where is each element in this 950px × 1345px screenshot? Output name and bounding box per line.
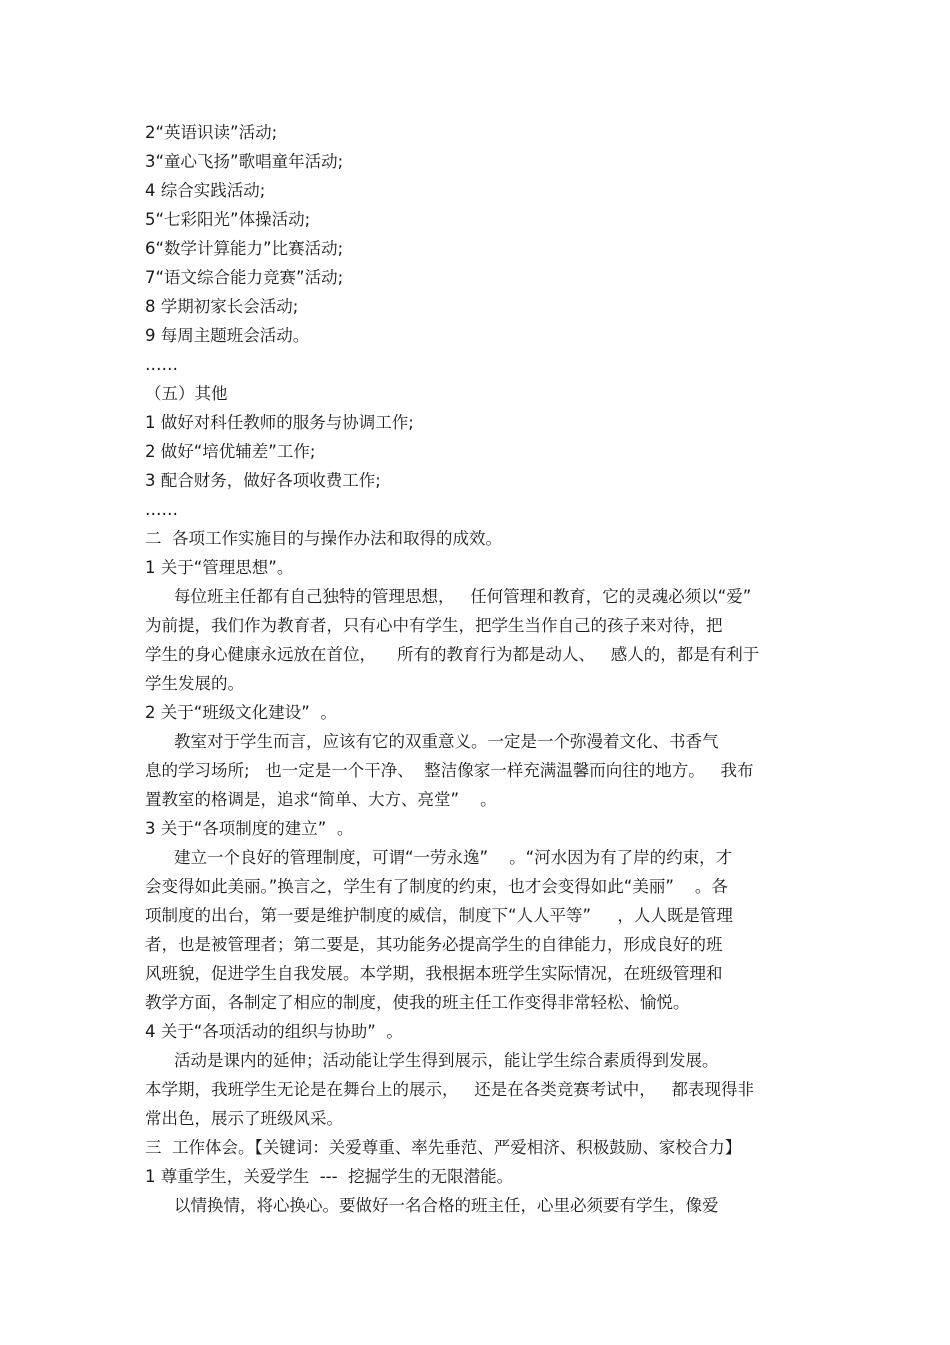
text-line: 1 做好对科任教师的服务与协调工作; (145, 413, 414, 432)
text-line: 建立一个良好的管理制度，可谓“一劳永逸” 。“河水因为有了岸的约束，才 (174, 848, 733, 867)
text-line: 学生的身心健康永远放在首位， 所有的教育行为都是动人、 感人的，都是有利于 (145, 645, 760, 664)
text-line: 为前提，我们作为教育者，只有心中有学生，把学生当作自己的孩子来对待，把 (145, 616, 723, 635)
text-line: 活动是课内的延伸；活动能让学生得到展示，能让学生综合素质得到发展。 (174, 1051, 719, 1070)
text-line: 3“童心飞扬”歌唱童年活动; (145, 152, 344, 171)
text-line: 1 关于“管理思想”。 (145, 558, 294, 577)
text-line: 教学方面，各制定了相应的制度，使我的班主任工作变得非常轻松、愉悦。 (145, 993, 690, 1012)
text-line: 本学期，我班学生无论是在舞台上的展示， 还是在各类竞赛考试中， 都表现得非 (145, 1080, 754, 1099)
text-line: 三 工作体会。【关键词：关爱尊重、率先垂范、严爱相济、积极鼓励、家校合力】 (145, 1138, 742, 1157)
text-line: 8 学期初家长会活动; (145, 297, 299, 316)
text-line: 9 每周主题班会活动。 (145, 326, 310, 345)
text-line: 风班貌，促进学生自我发展。本学期，我根据本班学生实际情况，在班级管理和 (145, 964, 723, 983)
text-line: 7“语文综合能力竞赛”活动; (145, 268, 344, 287)
text-line: 2 做好“培优辅差”工作; (145, 442, 316, 461)
text-line: 常出色，展示了班级风采。 (145, 1109, 343, 1128)
text-line: 4 关于“各项活动的组织与协助” 。 (145, 1022, 403, 1041)
text-line: 会变得如此美丽。”换言之，学生有了制度的约束，也才会变得如此“美丽” 。各 (145, 877, 728, 896)
text-line: 4 综合实践活动; (145, 181, 266, 200)
text-line: 1 尊重学生，关爱学生 --- 挖掘学生的无限潜能。 (145, 1167, 514, 1186)
text-line: 息的学习场所; 也一定是一个干净、 整洁像家一样充满温馨而向往的地方。 我布 (145, 761, 754, 780)
text-line: 2“英语识读”活动; (145, 123, 278, 142)
text-line: 者，也是被管理者；第二要是，其功能务必提高学生的自律能力，形成良好的班 (145, 935, 723, 954)
text-line: 5“七彩阳光”体操活动; (145, 210, 311, 229)
text-line: 3 关于“各项制度的建立” 。 (145, 819, 354, 838)
text-line: 6“数学计算能力”比赛活动; (145, 239, 344, 258)
text-line: …… (145, 500, 178, 519)
text-line: 每位班主任都有自己独特的管理思想， 任何管理和教育，它的灵魂必须以“爱” (174, 587, 752, 606)
text-line: 以情换情，将心换心。要做好一名合格的班主任，心里必须要有学生，像爱 (174, 1196, 719, 1215)
text-line: 项制度的出台，第一要是维护制度的威信，制度下“人人平等” ，人人既是管理 (145, 906, 733, 925)
text-line: 3 配合财务，做好各项收费工作; (145, 471, 381, 490)
text-line: 二 各项工作实施目的与操作办法和取得的成效。 (145, 529, 502, 548)
document-page (145, 118, 810, 1220)
text-line: 置教室的格调是，追求“简单、大方、亮堂” 。 (145, 790, 497, 809)
text-line: （五）其他 (145, 384, 228, 403)
text-line: 学生发展的。 (145, 674, 244, 693)
text-line: 2 关于“班级文化建设” 。 (145, 703, 337, 722)
text-line: 教室对于学生而言，应该有它的双重意义。一定是一个弥漫着文化、书香气 (174, 732, 719, 751)
text-line: …… (145, 355, 178, 374)
